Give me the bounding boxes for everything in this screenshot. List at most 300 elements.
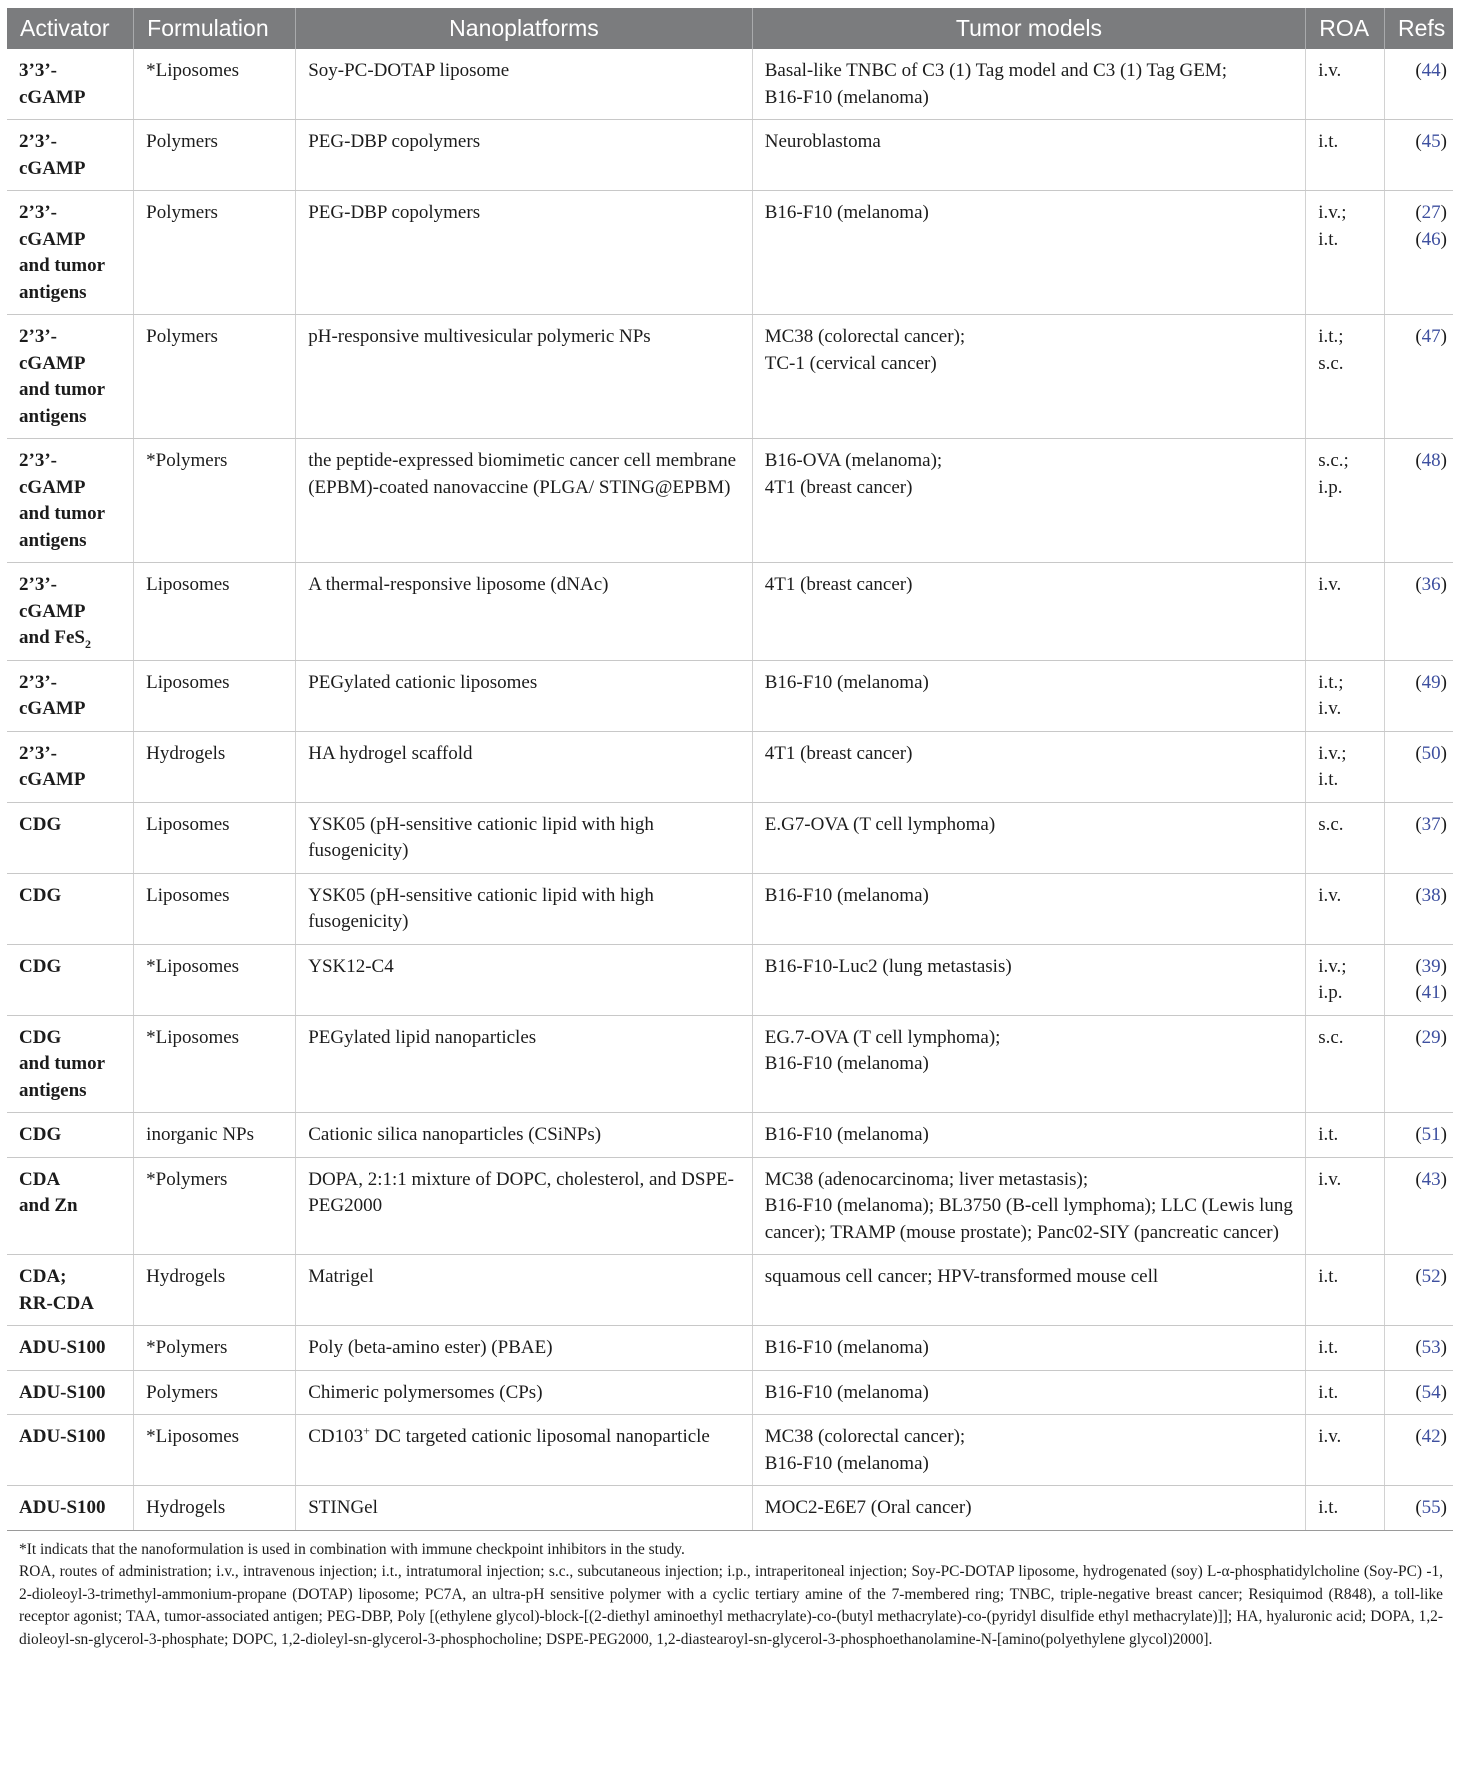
paren-open: (: [1415, 131, 1422, 152]
reference-link[interactable]: [1397, 670, 1447, 697]
refs-cell: [1384, 439, 1453, 563]
paren-close: ): [1440, 982, 1447, 1003]
refs-cell: [1384, 1326, 1453, 1371]
formulation-cell: Hydrogels: [134, 731, 296, 802]
roa-cell: [1306, 1015, 1385, 1113]
tumor-model-line: B16-F10 (melanoma): [764, 884, 929, 906]
roa-cell: [1306, 802, 1385, 873]
reference-link[interactable]: [1397, 129, 1447, 156]
reference-link[interactable]: [1397, 980, 1447, 1007]
reference-link[interactable]: [1397, 741, 1447, 768]
roa-line: i.v.: [1318, 1426, 1342, 1447]
table-row: [7, 1370, 1453, 1415]
roa-cell: [1306, 1326, 1385, 1371]
activator-line: [19, 767, 121, 794]
tumor-models-cell: [752, 315, 1306, 439]
paren-open: (: [1415, 955, 1422, 977]
table-row: [7, 191, 1453, 315]
roa-cell: [1306, 944, 1385, 1015]
activator-text: antigens: [19, 405, 87, 427]
paren-close: ): [1440, 450, 1447, 471]
nanoplatforms-text: Cationic silica nanoparticles (CSiNPs): [308, 1124, 602, 1145]
activator-cell: [7, 944, 134, 1015]
formulation-cell: Hydrogels: [134, 1255, 296, 1326]
roa-cell: [1306, 315, 1385, 439]
reference-number: 54: [1421, 1381, 1441, 1403]
tumor-models-cell: [752, 731, 1306, 802]
paren-close: ): [1440, 574, 1447, 595]
activator-text: RR-CDA: [19, 1292, 94, 1314]
reference-link[interactable]: [1397, 1335, 1447, 1362]
nanoplatforms-cell: [296, 191, 753, 315]
paren-open: (: [1415, 1337, 1422, 1358]
activator-text: 3’3’-: [19, 60, 57, 81]
formulation-cell: Liposomes: [134, 660, 296, 731]
paren-close: ): [1440, 671, 1447, 693]
activator-text: 2’3’-: [19, 202, 57, 223]
tumor-model-line: B16-F10 (melanoma): [764, 202, 929, 223]
nanoplatforms-text: YSK05 (pH-sensitive cationic lipid with high fusogenicity): [308, 813, 654, 861]
reference-link[interactable]: [1397, 1025, 1447, 1052]
tumor-models-cell: [752, 1157, 1306, 1255]
activator-text: and tumor: [19, 1053, 106, 1074]
refs-cell: [1384, 315, 1453, 439]
activator-line: [19, 58, 121, 85]
paren-open: (: [1415, 1026, 1422, 1048]
formulation-cell: inorganic NPs: [134, 1113, 296, 1158]
activator-text: cGAMP: [19, 769, 86, 790]
reference-link[interactable]: [1397, 1167, 1447, 1194]
tumor-model-line: 4T1 (breast cancer): [764, 574, 913, 595]
tumor-model-line: B16-OVA (melanoma);: [764, 450, 943, 471]
table-row: [7, 1255, 1453, 1326]
paren-close: ): [1440, 1266, 1447, 1287]
activator-text: CDG: [19, 1124, 62, 1145]
nanoplatforms-text: Chimeric polymersomes (CPs): [308, 1381, 543, 1403]
table-row: [7, 1415, 1453, 1486]
activator-cell: [7, 660, 134, 731]
refs-cell: [1384, 49, 1453, 120]
formulation-cell: Hydrogels: [134, 1486, 296, 1531]
activator-line: [19, 1335, 121, 1362]
paren-open: (: [1415, 450, 1422, 471]
refs-cell: [1384, 1113, 1453, 1158]
refs-cell: [1384, 563, 1453, 661]
reference-number: 41: [1421, 982, 1441, 1003]
activator-text: and tumor: [19, 379, 106, 400]
roa-cell: [1306, 731, 1385, 802]
activator-text: 2’3’-: [19, 742, 57, 764]
activator-text: and Zn: [19, 1195, 78, 1216]
activator-line: [19, 227, 121, 254]
reference-number: 47: [1421, 326, 1441, 347]
nanoplatforms-text: YSK05 (pH-sensitive cationic lipid with high fusogenicity): [308, 884, 654, 932]
activator-line: [19, 280, 121, 307]
tumor-model-line: MOC2-E6E7 (Oral cancer): [764, 1497, 972, 1518]
roa-cell: [1306, 191, 1385, 315]
nanoplatforms-cell: [296, 1415, 753, 1486]
activator-text: CDA: [19, 1168, 61, 1190]
refs-cell: [1384, 1015, 1453, 1113]
activator-text: and tumor: [19, 255, 106, 276]
table-row: [7, 1015, 1453, 1113]
nanoplatforms-cell: [296, 1486, 753, 1531]
activator-line: [19, 670, 121, 697]
tumor-model-line: Neuroblastoma: [764, 131, 881, 152]
paren-open: (: [1415, 1381, 1422, 1403]
activator-cell: [7, 1415, 134, 1486]
roa-cell: [1306, 439, 1385, 563]
activator-cell: [7, 802, 134, 873]
reference-number: 51: [1421, 1124, 1441, 1145]
tumor-model-line: B16-F10-Luc2 (lung metastasis): [764, 955, 1012, 977]
tumor-models-cell: [752, 49, 1306, 120]
activator-line: [19, 404, 121, 431]
roa-line: i.t.: [1318, 1337, 1339, 1358]
roa-line: s.c.: [1318, 1026, 1344, 1048]
activator-text: cGAMP: [19, 698, 86, 719]
refs-cell: [1384, 1415, 1453, 1486]
activator-cell: [7, 563, 134, 661]
tumor-model-line: B16-F10 (melanoma): [764, 1337, 929, 1358]
roa-cell: [1306, 1370, 1385, 1415]
paren-close: ): [1440, 1337, 1447, 1358]
activator-text: cGAMP: [19, 157, 86, 179]
roa-cell: [1306, 563, 1385, 661]
nanoplatforms-text: PEG-DBP copolymers: [308, 131, 481, 152]
formulation-cell: *Liposomes: [134, 1415, 296, 1486]
activator-line: [19, 1291, 121, 1318]
roa-cell: [1306, 660, 1385, 731]
column-header-nanoplatforms: Nanoplatforms: [296, 8, 753, 49]
table-row: [7, 1157, 1453, 1255]
nanoplatforms-text: Soy-PC-DOTAP liposome: [308, 60, 510, 81]
reference-number: 55: [1421, 1497, 1441, 1518]
table-footnotes: [7, 1539, 1453, 1652]
table-row: [7, 49, 1453, 120]
activator-cell: [7, 1015, 134, 1113]
reference-number: 50: [1421, 742, 1441, 764]
nanoplatforms-cell: [296, 1326, 753, 1371]
formulation-cell: Liposomes: [134, 563, 296, 661]
tumor-models-cell: [752, 563, 1306, 661]
activator-text: antigens: [19, 1079, 87, 1101]
paren-open: (: [1415, 884, 1422, 906]
reference-number: 42: [1421, 1426, 1441, 1447]
reference-link[interactable]: [1397, 954, 1447, 981]
formulation-cell: Polymers: [134, 1370, 296, 1415]
activator-line: [19, 1380, 121, 1407]
reference-number: 39: [1421, 955, 1441, 977]
activator-line: [19, 528, 121, 555]
activator-line: [19, 351, 121, 378]
activator-text: CDG: [19, 1026, 62, 1048]
activator-line: [19, 156, 121, 183]
refs-cell: [1384, 1255, 1453, 1326]
formulation-cell: *Polymers: [134, 1326, 296, 1371]
table-row: [7, 563, 1453, 661]
paren-open: (: [1415, 813, 1422, 835]
reference-number: 45: [1421, 131, 1441, 152]
nanoplatforms-cell: [296, 315, 753, 439]
activator-subscript: 2: [85, 636, 91, 651]
activator-line: [19, 448, 121, 475]
activator-text: CDG: [19, 884, 62, 906]
activator-line: [19, 1051, 121, 1078]
column-header-formulation: Formulation: [134, 8, 296, 49]
roa-cell: [1306, 120, 1385, 191]
paren-close: ): [1440, 884, 1447, 906]
table-container: [7, 8, 1453, 1651]
reference-link[interactable]: [1397, 1424, 1447, 1451]
nanoplatforms-cell: [296, 49, 753, 120]
nanoplatforms-text: CD103: [308, 1426, 364, 1447]
nanoplatforms-text: PEGylated cationic liposomes: [308, 671, 538, 693]
nanoplatforms-text: pH-responsive multivesicular polymeric NPs: [308, 326, 651, 347]
reference-link[interactable]: [1397, 572, 1447, 599]
roa-line: i.t.: [1318, 1497, 1339, 1518]
activator-text: antigens: [19, 281, 87, 303]
tumor-model-line: MC38 (colorectal cancer);: [764, 326, 966, 347]
reference-number: 38: [1421, 884, 1441, 906]
roa-cell: [1306, 873, 1385, 944]
reference-link[interactable]: [1397, 58, 1447, 85]
paren-open: (: [1415, 60, 1422, 81]
activator-text: CDA;: [19, 1266, 67, 1287]
reference-number: 44: [1421, 60, 1441, 81]
reference-number: 52: [1421, 1266, 1441, 1287]
tumor-model-line: 4T1 (breast cancer): [764, 742, 913, 764]
reference-link[interactable]: [1397, 883, 1447, 910]
nanoplatforms-text: YSK12-C4: [308, 955, 394, 977]
roa-line: i.v.;: [1318, 202, 1347, 223]
activator-line: [19, 1025, 121, 1052]
column-header-tumor-models: Tumor models: [752, 8, 1306, 49]
tumor-model-line: MC38 (adenocarcinoma; liver metastasis);: [764, 1168, 1089, 1190]
nanoplatforms-cell: [296, 439, 753, 563]
tumor-models-cell: [752, 191, 1306, 315]
paren-close: ): [1440, 1124, 1447, 1145]
nanoplatforms-cell: [296, 120, 753, 191]
roa-line: i.v.: [1318, 884, 1342, 906]
paren-close: ): [1440, 1381, 1447, 1403]
activator-cell: [7, 873, 134, 944]
tumor-models-cell: [752, 944, 1306, 1015]
roa-line: i.t.: [1318, 1381, 1339, 1403]
roa-line: s.c.: [1318, 813, 1344, 835]
roa-cell: [1306, 1486, 1385, 1531]
tumor-models-cell: [752, 1486, 1306, 1531]
formulation-cell: *Polymers: [134, 1157, 296, 1255]
reference-number: 37: [1421, 813, 1441, 835]
activator-line: [19, 1078, 121, 1105]
activator-text: cGAMP: [19, 228, 86, 250]
reference-number: 49: [1421, 671, 1441, 693]
roa-line: i.t.: [1318, 1266, 1339, 1287]
activator-line: [19, 812, 121, 839]
roa-line: i.t.: [1318, 769, 1339, 790]
reference-link[interactable]: [1397, 812, 1447, 839]
tumor-model-line: B16-F10 (melanoma): [764, 671, 929, 693]
nanoplatforms-cell: [296, 731, 753, 802]
activator-text: cGAMP: [19, 86, 86, 108]
activator-text: ADU-S100: [19, 1497, 106, 1518]
formulation-cell: Polymers: [134, 315, 296, 439]
roa-line: i.t.: [1318, 1124, 1339, 1145]
tumor-model-line: B16-F10 (melanoma): [764, 1381, 929, 1403]
reference-link[interactable]: [1397, 227, 1447, 254]
reference-number: 43: [1421, 1168, 1441, 1190]
activator-text: 2’3’-: [19, 131, 57, 152]
reference-number: 53: [1421, 1337, 1441, 1358]
tumor-models-cell: [752, 873, 1306, 944]
activator-line: [19, 129, 121, 156]
refs-cell: [1384, 802, 1453, 873]
activator-text: cGAMP: [19, 352, 86, 374]
nanoplatforms-cell: [296, 1370, 753, 1415]
reference-number: 27: [1421, 202, 1441, 223]
roa-cell: [1306, 1113, 1385, 1158]
paren-open: (: [1415, 326, 1422, 347]
paren-open: (: [1415, 1124, 1422, 1145]
refs-cell: [1384, 944, 1453, 1015]
reference-link[interactable]: [1397, 1264, 1447, 1291]
table-row: [7, 1486, 1453, 1531]
activator-text: 2’3’-: [19, 574, 57, 595]
tumor-model-line: B16-F10 (melanoma): [764, 86, 929, 108]
reference-link[interactable]: [1397, 1122, 1447, 1149]
activator-line: [19, 1122, 121, 1149]
roa-line: s.c.: [1318, 352, 1344, 374]
activator-line: [19, 253, 121, 280]
activator-line: [19, 883, 121, 910]
activator-line: [19, 696, 121, 723]
paren-close: ): [1440, 1168, 1447, 1190]
tumor-models-cell: [752, 802, 1306, 873]
roa-line: i.v.;: [1318, 742, 1347, 764]
nanoplatforms-cell: [296, 660, 753, 731]
table-row: [7, 315, 1453, 439]
refs-cell: [1384, 1370, 1453, 1415]
activator-line: [19, 200, 121, 227]
paren-close: ): [1440, 202, 1447, 223]
activator-line: [19, 954, 121, 981]
paren-close: ): [1440, 131, 1447, 152]
activator-line: [19, 85, 121, 112]
nanoplatforms-text: the peptide-expressed biomimetic cancer cell membrane (EPBM)-coated nanovaccine (PLGA/ STING@EPBM): [308, 450, 737, 498]
column-header-roa: ROA: [1306, 8, 1385, 49]
tumor-models-cell: [752, 1255, 1306, 1326]
reference-link[interactable]: [1397, 1495, 1447, 1522]
roa-line: i.v.: [1318, 698, 1342, 719]
paren-close: ): [1440, 228, 1447, 250]
nanoplatforms-cell: [296, 563, 753, 661]
header-row: [7, 8, 1453, 49]
activator-text: 2’3’-: [19, 450, 57, 471]
activator-cell: [7, 1326, 134, 1371]
column-header-activator: Activator: [7, 8, 134, 49]
activator-cell: [7, 315, 134, 439]
reference-link[interactable]: [1397, 200, 1447, 227]
roa-cell: [1306, 1415, 1385, 1486]
activator-line: [19, 475, 121, 502]
footnote-abbreviations: ROA, routes of administration; i.v., intravenous injection; i.t., intratumoral injection; s.c., subcutaneous injection; i.p., intraperitoneal injection; Soy-PC-DOTAP liposome, hydrogenated (soy) L-α-phosphatidylcholine (Soy-PC) -1, 2-dioleoyl-3-trimethyl-ammonium-propane (DOTAP) liposome; PC7A, an ultra-pH sensitive polymer with a cyclic tertiary amine of the 7-membered ring; TNBC, triple-negative breast cancer; Resiquimod (R848), a toll-like receptor agonist; TAA, tumor-associated antigen; PEG-DBP, Poly [(ethylene glycol)-block-[(2-diethyl aminoethyl methacrylate)-co-(butyl methacrylate)-co-(pyridyl disulfide ethyl methacrylate)]]; HA, hyaluronic acid; DOPA, 1,2-dioleoyl-sn-glycerol-3-phosphate; DOPC, 1,2-dioleyl-sn-glycerol-3-phosphocholine; DSPE-PEG2000, 1,2-diastearoyl-sn-glycerol-3-phosphoethanolamine-N-[amino(polyethylene glycol)2000].: [19, 1563, 1443, 1648]
activator-cell: [7, 1370, 134, 1415]
paren-open: (: [1415, 1266, 1422, 1287]
reference-link[interactable]: [1397, 448, 1447, 475]
table-header: [7, 8, 1453, 49]
activator-cell: [7, 120, 134, 191]
table-row: [7, 660, 1453, 731]
reference-number: 36: [1421, 574, 1441, 595]
paren-open: (: [1415, 1426, 1422, 1447]
activator-cell: [7, 191, 134, 315]
nanoplatforms-text: Matrigel: [308, 1266, 374, 1287]
table-row: [7, 439, 1453, 563]
paren-open: (: [1415, 228, 1422, 250]
formulation-cell: Polymers: [134, 120, 296, 191]
activator-text: ADU-S100: [19, 1381, 106, 1403]
roa-cell: [1306, 49, 1385, 120]
activator-text: 2’3’-: [19, 671, 57, 693]
activator-line: [19, 741, 121, 768]
activator-line: [19, 625, 121, 652]
nanoplatforms-cell: [296, 802, 753, 873]
refs-cell: [1384, 1157, 1453, 1255]
refs-cell: [1384, 731, 1453, 802]
activator-cell: [7, 439, 134, 563]
activator-line: [19, 572, 121, 599]
tumor-models-cell: [752, 1415, 1306, 1486]
tumor-model-line: Basal-like TNBC of C3 (1) Tag model and C3 (1) Tag GEM;: [764, 60, 1227, 81]
refs-cell: [1384, 1486, 1453, 1531]
paren-close: ): [1440, 326, 1447, 347]
reference-link[interactable]: [1397, 324, 1447, 351]
activator-line: [19, 377, 121, 404]
roa-line: i.t.: [1318, 131, 1339, 152]
tumor-models-cell: [752, 660, 1306, 731]
tumor-models-cell: [752, 1370, 1306, 1415]
tumor-models-cell: [752, 1015, 1306, 1113]
activator-line: [19, 324, 121, 351]
roa-line: s.c.;: [1318, 450, 1349, 471]
activator-line: [19, 1495, 121, 1522]
nanoplatforms-text: A thermal-responsive liposome (dNAc): [308, 574, 609, 595]
paren-open: (: [1415, 982, 1422, 1003]
paren-close: ): [1440, 813, 1447, 835]
tumor-model-line: 4T1 (breast cancer): [764, 476, 913, 498]
activator-line: [19, 599, 121, 626]
reference-link[interactable]: [1397, 1380, 1447, 1407]
activator-text: ADU-S100: [19, 1426, 106, 1447]
tumor-model-line: B16-F10 (melanoma): [764, 1053, 929, 1074]
activator-text: cGAMP: [19, 476, 86, 498]
tumor-models-cell: [752, 439, 1306, 563]
tumor-model-line: MC38 (colorectal cancer);: [764, 1426, 966, 1447]
reference-number: 29: [1421, 1026, 1441, 1048]
activator-text: CDG: [19, 955, 62, 977]
activator-text: and FeS: [19, 627, 85, 648]
activator-text: CDG: [19, 813, 62, 835]
nanoplatforms-text: PEG-DBP copolymers: [308, 202, 481, 223]
roa-cell: [1306, 1157, 1385, 1255]
table-row: [7, 731, 1453, 802]
activator-cell: [7, 1486, 134, 1531]
activator-line: [19, 1167, 121, 1194]
paren-close: ): [1440, 1026, 1447, 1048]
formulation-cell: *Liposomes: [134, 1015, 296, 1113]
tumor-model-line: TC-1 (cervical cancer): [764, 352, 937, 374]
